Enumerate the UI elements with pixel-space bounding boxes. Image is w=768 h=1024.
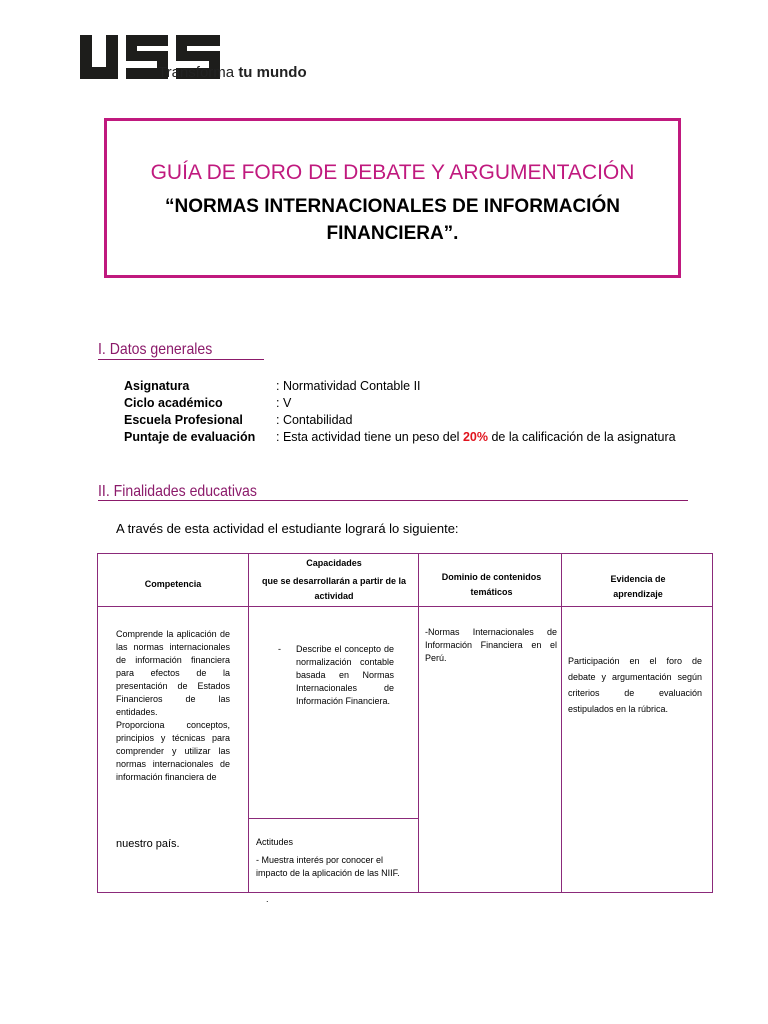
competencia-paragraph-2: Proporciona conceptos, principios y técnicas para comprender y utilizar las normas internacionales de información financiera de [116, 720, 230, 782]
document-subtitle: “NORMAS INTERNACIONALES DE INFORMACIÓN FINANCIERA”. [165, 196, 620, 244]
section-finalidades-heading: II. Finalidades educativas [98, 483, 257, 500]
table-actitudes-divider [248, 818, 418, 819]
dominio-text: -Normas Internacionales de Información Financiera en el Perú. [425, 627, 557, 663]
actitudes-label: Actitudes [256, 837, 294, 847]
datos-value [276, 429, 676, 446]
logo-tagline [158, 64, 307, 81]
table-header-divider [98, 606, 712, 607]
competencia-tail: nuestro país. [116, 838, 180, 850]
evidencia-text: Participación en el foro de debate y argumentación según criterios de evaluación estipulados en la rúbrica. [568, 656, 702, 714]
capacidad-bullet: - [278, 644, 281, 654]
capacidad-text: Describe el concepto de normalización contable basada en Normas Internacionales de Información Financiera. [296, 644, 394, 706]
datos-key: Ciclo académico [124, 396, 223, 410]
datos-row [124, 412, 676, 429]
header-evidencia: Evidencia de aprendizaje [610, 574, 666, 599]
intro-text: A través de esta actividad el estudiante logrará lo siguiente: [116, 521, 459, 536]
tagline-bold: tu mundo [238, 64, 307, 81]
datos-key: Asignatura [124, 379, 190, 393]
puntaje-after: de la calificación de la asignatura [487, 430, 676, 444]
table-divider [561, 554, 562, 892]
tagline-light: Transforma [158, 64, 235, 81]
competencia-paragraph-1: Comprende la aplicación de las normas internacionales de información financiera para efectos de la presentación de Estados Financieros de las entidades. [116, 629, 230, 717]
datos-key: Puntaje de evaluación [124, 430, 256, 444]
header-capacidades [250, 556, 418, 604]
finalidades-table [97, 553, 713, 893]
table-divider [418, 554, 419, 892]
datos-key: Escuela Profesional [124, 413, 243, 427]
section-datos-heading: I. Datos generales [98, 341, 213, 358]
header-competencia: Competencia [144, 579, 202, 589]
datos-row [124, 378, 676, 395]
datos-row [124, 395, 676, 412]
header-capacidades-line1: Capacidades [306, 558, 362, 568]
title-box [104, 118, 681, 278]
puntaje-before: : Esta actividad tiene un peso del [276, 430, 463, 444]
datos-value: : Contabilidad [276, 413, 353, 427]
section-datos-underline [98, 359, 264, 360]
datos-generales [124, 378, 676, 446]
section-finalidades-underline [98, 500, 688, 501]
puntaje-highlight: 20% [462, 430, 488, 444]
actitudes-text: - Muestra interés por conocer el impacto de la aplicación de las NIIF. [256, 855, 400, 878]
trailing-dot: . [266, 894, 269, 904]
competencia-text [116, 628, 230, 784]
uss-logo [78, 32, 398, 92]
header-capacidades-line2: que se desarrollarán a partir de la actividad [261, 576, 407, 601]
document-title: GUÍA DE FORO DE DEBATE Y ARGUMENTACIÓN [150, 161, 635, 184]
datos-row-puntaje [124, 429, 676, 446]
datos-value: : V [276, 396, 292, 410]
table-divider [248, 554, 249, 892]
header-dominio: Dominio de contenidos temáticos [441, 572, 542, 597]
datos-value: : Normatividad Contable II [276, 379, 421, 393]
